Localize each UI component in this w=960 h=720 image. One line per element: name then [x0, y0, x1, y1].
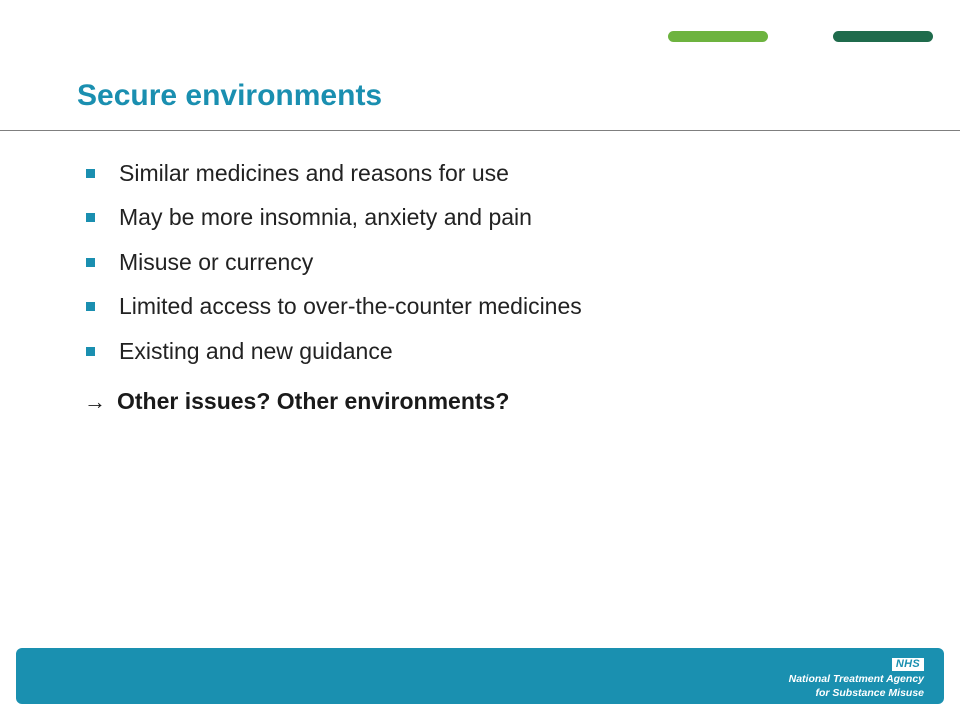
- nhs-badge: NHS: [892, 658, 924, 671]
- bullet-text: Misuse or currency: [119, 248, 314, 275]
- logo-line-2: for Substance Misuse: [815, 687, 924, 699]
- callout-question: [84, 388, 509, 415]
- slide-title: Secure environments: [77, 79, 383, 112]
- square-bullet-icon: [86, 347, 95, 356]
- square-bullet-icon: [86, 213, 95, 222]
- logo-line-1: National Treatment Agency: [788, 673, 924, 685]
- callout-text: Other issues? Other environments?: [117, 388, 510, 414]
- square-bullet-icon: [86, 169, 95, 178]
- square-bullet-icon: [86, 302, 95, 311]
- bullet-item: [84, 151, 582, 196]
- title-divider: [0, 130, 960, 131]
- bullet-text: Similar medicines and reasons for use: [119, 159, 509, 186]
- bullet-text: May be more insomnia, anxiety and pain: [119, 204, 532, 231]
- right-arrow-icon: →: [84, 388, 106, 414]
- accent-bar-green: [668, 31, 768, 42]
- square-bullet-icon: [86, 258, 95, 267]
- bullet-list: [84, 151, 582, 374]
- bullet-item: [84, 240, 582, 285]
- footer-band: [16, 648, 944, 704]
- bullet-item: [84, 329, 582, 374]
- bullet-text: Limited access to over-the-counter medicines: [119, 293, 582, 320]
- bullet-item: [84, 285, 582, 330]
- accent-bar-dark-green: [833, 31, 933, 42]
- bullet-text: Existing and new guidance: [119, 337, 393, 364]
- bullet-item: [84, 196, 582, 241]
- nta-logo: [789, 654, 924, 700]
